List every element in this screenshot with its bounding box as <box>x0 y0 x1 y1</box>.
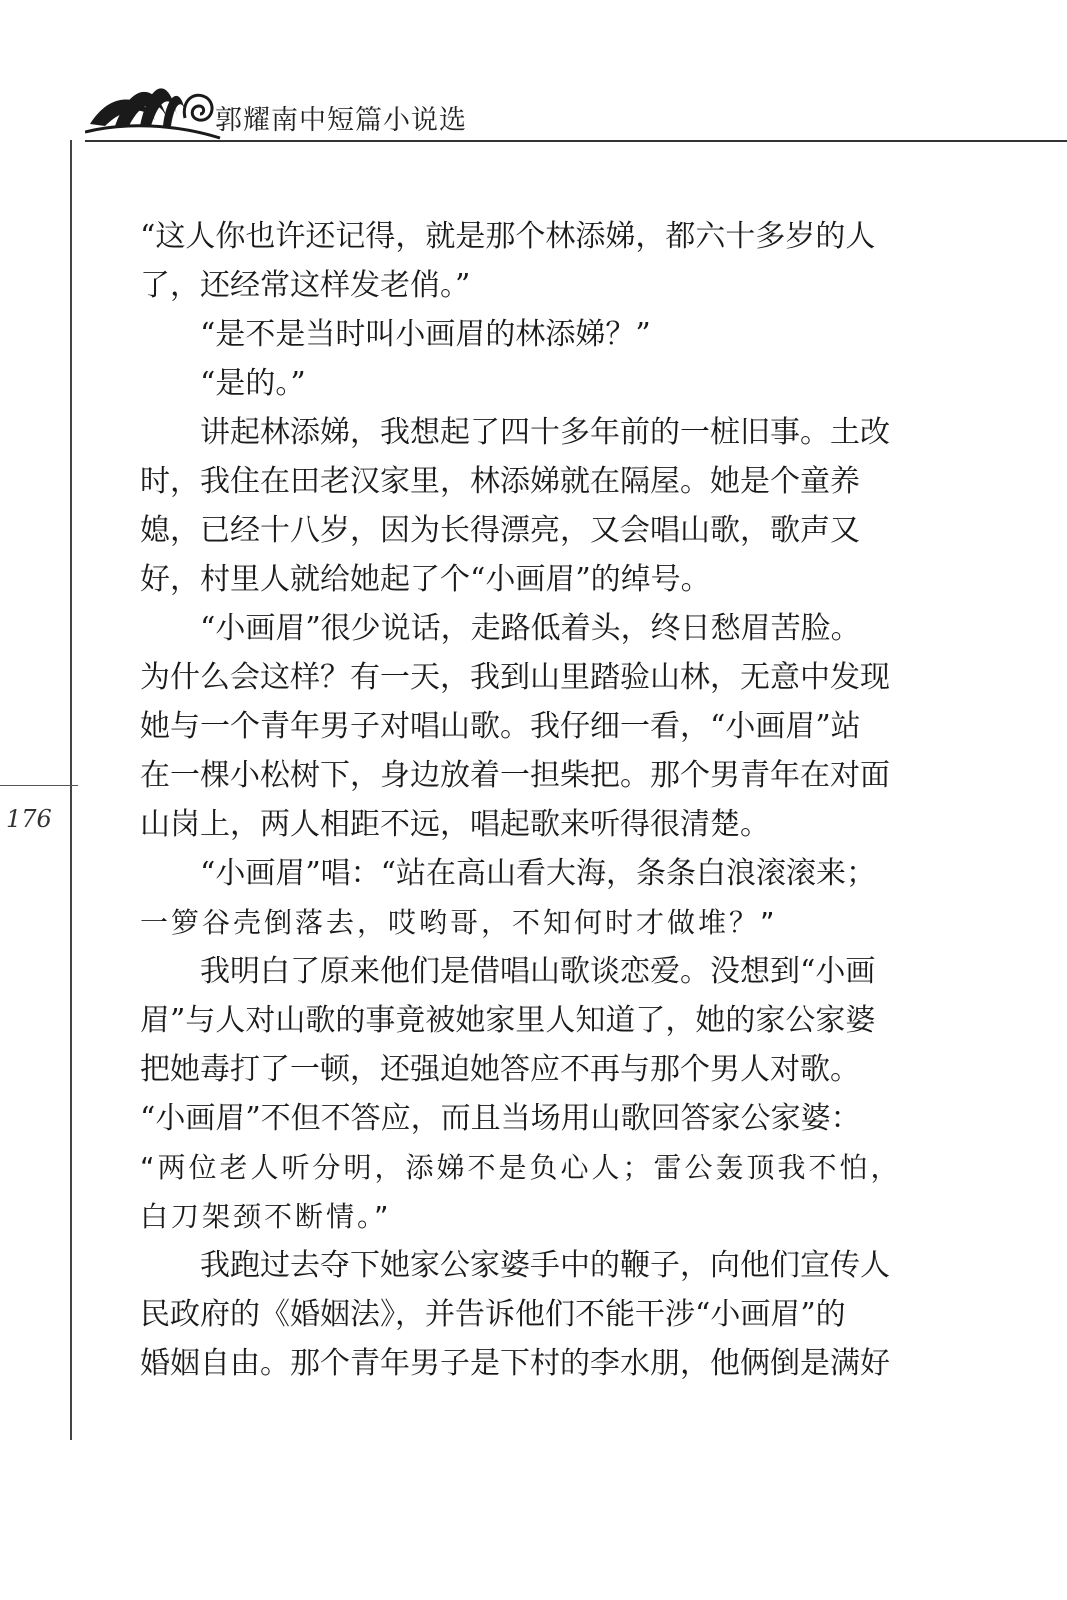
text-line: 讲起林添娣，我想起了四十多年前的一桩旧事。土改 <box>200 415 890 450</box>
song-line: “两位老人听分明，添娣不是负心人；雷公轰顶我不怕， <box>140 1151 902 1184</box>
header-rule <box>85 140 1067 142</box>
song-line: 白刀架颈不断情。” <box>140 1200 392 1233</box>
book-title: 郭耀南中短篇小说选 <box>215 105 467 136</box>
text-line: 山岗上，两人相距不远，唱起歌来听得很清楚。 <box>140 807 770 842</box>
text-line: 眉”与人对山歌的事竟被她家里人知道了，她的家公家婆 <box>140 1003 876 1038</box>
text-line: 婚姻自由。那个青年男子是下村的李水朋，他俩倒是满好 <box>140 1346 890 1381</box>
page-header <box>0 0 1067 150</box>
text-line: “小画眉”很少说话，走路低着头，终日愁眉苦脸。 <box>200 611 861 646</box>
text-line: “小画眉”不但不答应，而且当场用山歌回答家公家婆： <box>140 1101 861 1136</box>
body-text <box>140 212 900 1388</box>
text-line: 把她毒打了一顿，还强迫她答应不再与那个男人对歌。 <box>140 1052 860 1087</box>
text-line: “是的。” <box>200 366 306 401</box>
text-line: “是不是当时叫小画眉的林添娣？” <box>200 317 651 352</box>
page-number: 176 <box>6 805 52 833</box>
text-line: 好，村里人就给她起了个“小画眉”的绰号。 <box>140 562 711 597</box>
text-line: 在一棵小松树下，身边放着一担柴把。那个男青年在对面 <box>140 758 890 793</box>
text-line: 了，还经常这样发老俏。” <box>140 268 471 303</box>
text-line: “小画眉”唱：“站在高山看大海，条条白浪滚滚来； <box>200 856 877 891</box>
text-line: 我明白了原来他们是借唱山歌谈恋爱。没想到“小画 <box>200 954 876 989</box>
text-line: 我跑过去夺下她家公家婆手中的鞭子，向他们宣传人 <box>200 1248 890 1283</box>
text-line: “这人你也许还记得，就是那个林添娣，都六十多岁的人 <box>140 219 876 254</box>
swirl-flourish-ornament-icon <box>85 62 225 142</box>
margin-rule <box>70 140 72 1440</box>
text-line: 她与一个青年男子对唱山歌。我仔细一看，“小画眉”站 <box>140 709 861 744</box>
text-line: 媳，已经十八岁，因为长得漂亮，又会唱山歌，歌声又 <box>140 513 860 548</box>
text-line: 时，我住在田老汉家里，林添娣就在隔屋。她是个童养 <box>140 464 860 499</box>
text-line: 为什么会这样？有一天，我到山里踏验山林，无意中发现 <box>140 660 890 695</box>
page-number-rule <box>0 785 78 786</box>
text-line: 民政府的《婚姻法》，并告诉他们不能干涉“小画眉”的 <box>140 1297 846 1332</box>
song-line: 一箩谷壳倒落去，哎哟哥，不知何时才做堆？” <box>140 906 778 939</box>
